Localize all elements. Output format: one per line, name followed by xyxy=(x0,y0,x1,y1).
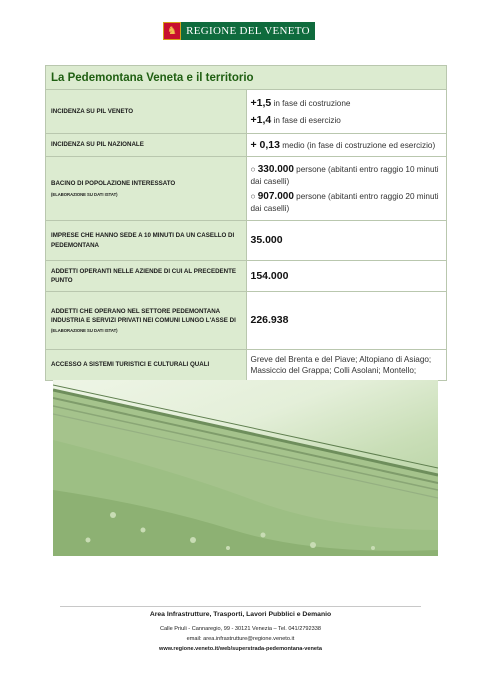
table-row xyxy=(46,134,447,157)
footer-address: Calle Priuli - Cannaregio, 99 - 30121 Venezia – Tel. 041/2792338 xyxy=(160,626,321,632)
row-label: INCIDENZA SU PIL VENETO xyxy=(46,90,247,134)
table-row xyxy=(46,261,447,292)
row-label: IMPRESE CHE HANNO SEDE A 10 MINUTI DA UN CASELLO DI PEDEMONTANA xyxy=(46,221,247,261)
row-note: (ELABORAZIONE SU DATI ISTAT) xyxy=(51,328,118,334)
footer-divider xyxy=(60,606,421,607)
table-row xyxy=(46,90,447,134)
lion-of-st-mark-icon: ♞ xyxy=(163,22,181,40)
row-label: ADDETTI CHE OPERANO NEL SETTORE PEDEMONTANA INDUSTRIA E SERVIZI PRIVATI NEI COMUNI LUNGO L'ASSE DI (ELABORAZIONE SU DATI ISTAT) xyxy=(46,292,247,350)
table-row xyxy=(46,292,447,350)
region-logo xyxy=(163,22,315,40)
row-label: BACINO DI POPOLAZIONE INTERESSATO (ELABORAZIONE SU DATI ISTAT) xyxy=(46,157,247,221)
row-value: 35.000 xyxy=(246,221,447,261)
footer-organization: Area Infrastrutture, Trasporti, Lavori Pubblici e Demanio xyxy=(149,611,332,618)
row-label: INCIDENZA SU PIL NAZIONALE xyxy=(46,134,247,157)
footer-url[interactable]: www.regione.veneto.it/web/superstrada-pedemontana-veneta xyxy=(159,646,322,652)
info-table xyxy=(45,65,447,381)
row-value: 154.000 xyxy=(246,261,447,292)
road-photo xyxy=(53,380,438,556)
row-value: +1,5 in fase di costruzione +1,4 in fase di esercizio xyxy=(246,90,447,134)
row-value: 226.938 xyxy=(246,292,447,350)
row-value: + 0,13 medio (in fase di costruzione ed esercizio) xyxy=(246,134,447,157)
row-label: ACCESSO A SISTEMI TURISTICI E CULTURALI QUALI xyxy=(46,350,247,381)
table-title: La Pedemontana Veneta e il territorio xyxy=(46,66,447,90)
footer-email: email: area.infrastrutture@regione.veneto.it xyxy=(186,636,295,642)
row-label: ADDETTI OPERANTI NELLE AZIENDE DI CUI AL PRECEDENTE PUNTO xyxy=(46,261,247,292)
row-value: ○ 330.000 persone (abitanti entro raggio 10 minuti dai caselli) ○ 907.000 persone (abitanti entro raggio 20 minuti dai caselli) xyxy=(246,157,447,221)
logo-text: REGIONE DEL VENETO xyxy=(181,22,315,40)
table-row xyxy=(46,157,447,221)
table-row xyxy=(46,221,447,261)
row-value: Greve del Brenta e del Piave; Altopiano di Asiago; Massiccio del Grappa; Colli Asolani; Montello; xyxy=(246,350,447,381)
table-row xyxy=(46,350,447,381)
road-photo-illustration xyxy=(53,380,438,556)
row-note: (ELABORAZIONE SU DATI ISTAT) xyxy=(51,191,118,197)
